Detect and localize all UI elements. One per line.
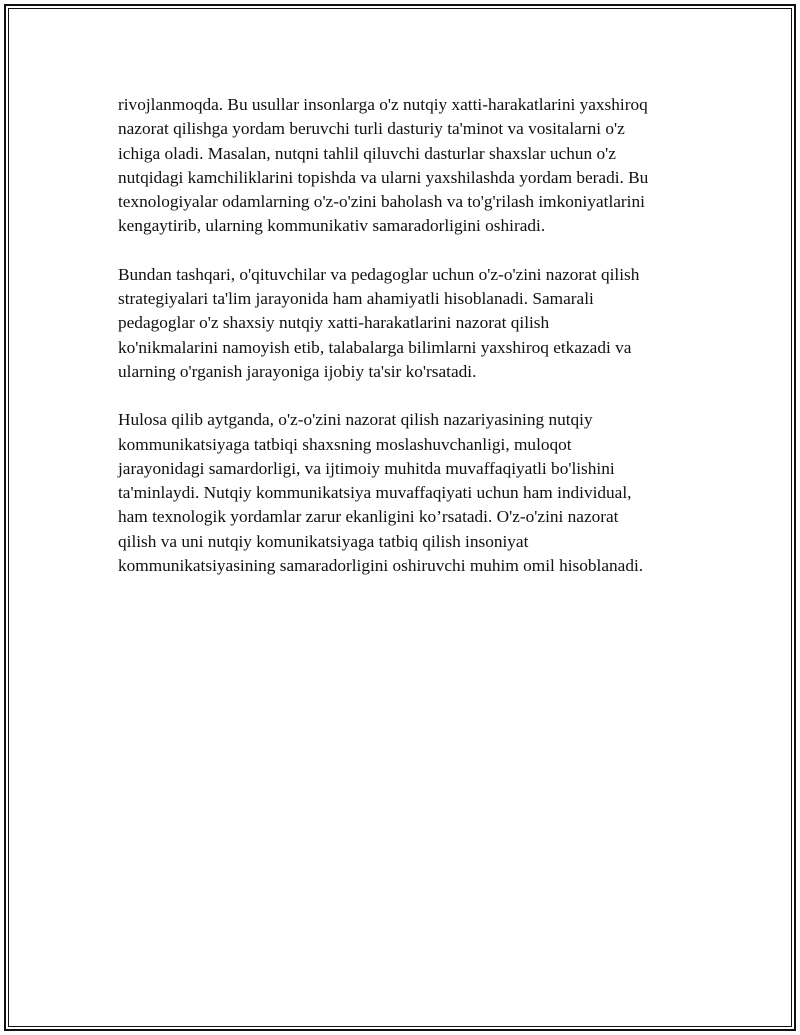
paragraph-2: Bundan tashqari, o'qituvchilar va pedagoglar uchun o'z-o'zini nazorat qilish strategiyalari ta'lim jarayonida ham ahamiyatli hisoblanadi. Samarali pedagoglar o'z shaxsiy nutqiy xatti-harakatlarini nazorat qilish ko'nikmalarini namoyish etib, talabalarga bilimlarni yaxshiroq etkazadi va ularning o'rganish jarayoniga ijobiy ta'sir ko'rsatadi. — [118, 264, 640, 381]
paragraph-3: Hulosa qilib aytganda, o'z-o'zini nazorat qilish nazariyasining nutqiy kommunikatsiyaga tatbiqi shaxsning moslashuvchanligi, muloqot jarayonidagi samardorligi, va ijtimoiy muhitda muvaffaqiyatli bo'lishini ta'minlaydi. Nutqiy kommunikatsiya muvaffaqiyati uchun ham individual, ham texnologik yordamlar zarur ekanligini ko’rsatadi. O'z-o'zini nazorat qilish va uni nutqiy komunikatsiyaga tatbiq qilish insoniyat kommunikatsiyasining samaradorligini oshiruvchi muhim omil hisoblanadi. — [118, 410, 644, 576]
paragraph-1: rivojlanmoqda. Bu usullar insonlarga o'z nutqiy xatti-harakatlarini yaxshiroq nazorat qilishga yordam beruvchi turli dasturiy ta'minot va vositalarni o'z ichiga oladi. Masalan, nutqni tahlil qiluvchi dasturlar shaxslar uchun o'z nutqidagi kamchiliklarini topishda va ularni yaxshilashda yordam beradi. Bu texnologiyalar odamlarning o'z-o'zini baholash va to'g'rilash imkoniyatlarini kengaytirib, ularning kommunikativ samaradorligini oshiradi. — [118, 95, 649, 236]
document-body — [118, 93, 690, 602]
